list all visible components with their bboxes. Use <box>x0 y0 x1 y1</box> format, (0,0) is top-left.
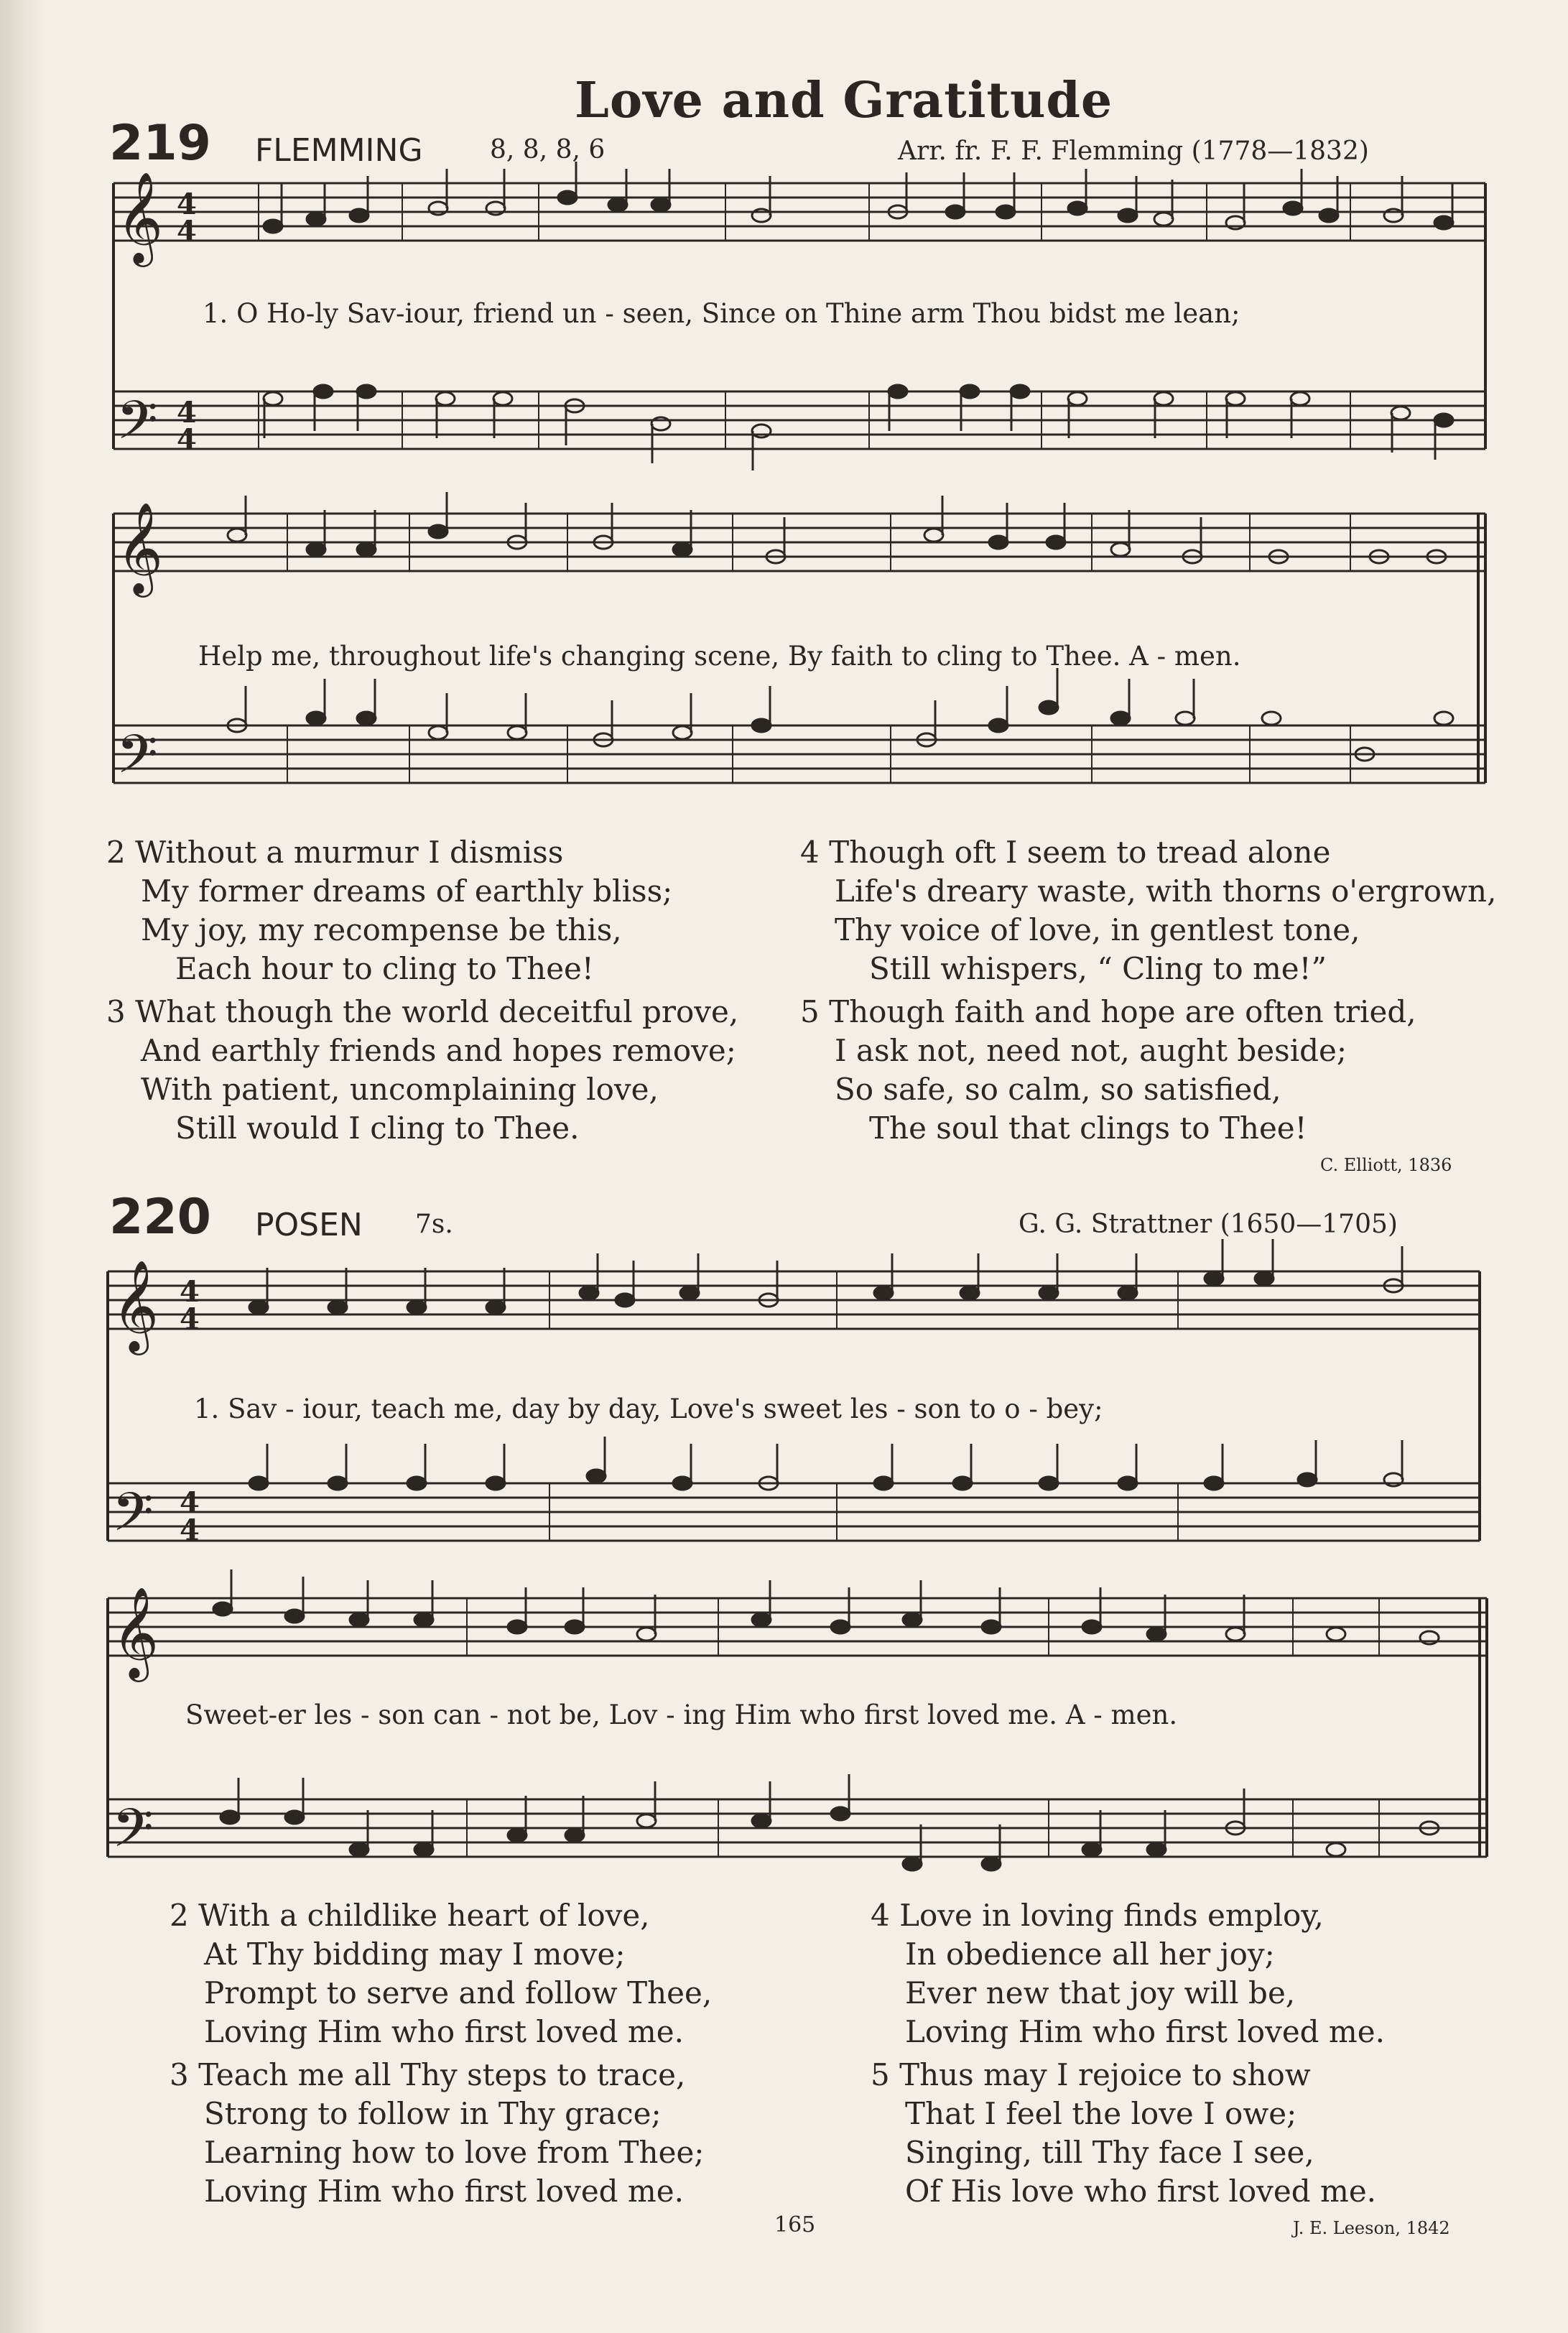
svg-text:4: 4 <box>177 187 197 221</box>
verse-line: Still would I cling to Thee. <box>175 1110 580 1146</box>
svg-text:𝄞: 𝄞 <box>116 501 164 593</box>
svg-text:4: 4 <box>180 1486 200 1520</box>
verse-line: Each hour to cling to Thee! <box>175 951 594 986</box>
hymn-number: 220 <box>109 1189 211 1246</box>
composer-credit: Arr. fr. F. F. Flemming (1778—1832) <box>898 136 1369 166</box>
svg-text:𝄢: 𝄢 <box>112 1481 154 1557</box>
svg-text:𝄞: 𝄞 <box>112 1259 159 1351</box>
verse-line: So safe, so calm, so satisfied, <box>835 1072 1281 1107</box>
verse-line: My former dreams of earthly bliss; <box>141 873 673 909</box>
verse-line: Ever new that joy will be, <box>905 1975 1296 2010</box>
svg-text:4: 4 <box>177 215 197 249</box>
svg-text:𝄢: 𝄢 <box>112 1797 154 1873</box>
verse-line: Learning how to love from Thee; <box>204 2135 705 2170</box>
verse-line: Strong to follow in Thy grace; <box>204 2096 662 2131</box>
verse-line: 3 What though the world deceitful prove, <box>106 994 739 1029</box>
verse-line: Loving Him who first loved me. <box>204 2014 684 2049</box>
lyric-line-2: Sweet-er les - son can - not be, Lov - ing Him who first loved me. A - men. <box>185 1699 1178 1730</box>
meter: 8, 8, 8, 6 <box>490 135 606 164</box>
verse-line: In obedience all her joy; <box>905 1937 1275 1972</box>
verse-line: 4 Love in loving finds employ, <box>871 1898 1324 1933</box>
lyric-line-1: 1. Sav - iour, teach me, day by day, Love's sweet les - son to o - bey; <box>194 1393 1103 1424</box>
section-title: Love and Gratitude <box>575 72 1113 129</box>
verse <box>170 2056 712 2211</box>
verse-line: That I feel the love I owe; <box>905 2096 1297 2131</box>
verse-line: 2 Without a murmur I dismiss <box>106 835 564 870</box>
verse-line: Still whispers, “ Cling to me!” <box>869 951 1327 986</box>
verse-line: 5 Thus may I rejoice to show <box>871 2057 1311 2092</box>
verses-right <box>871 1896 1385 2211</box>
verse-line: 5 Though faith and hope are often tried, <box>800 994 1416 1029</box>
svg-text:4: 4 <box>177 423 197 457</box>
verse-line: With patient, uncomplaining love, <box>141 1072 659 1107</box>
author-credit: J. E. Leeson, 1842 <box>1293 2218 1450 2238</box>
page-number: 165 <box>774 2212 816 2237</box>
svg-text:4: 4 <box>180 1302 200 1336</box>
verse-line: Of His love who first loved me. <box>905 2174 1377 2209</box>
hymn-number: 219 <box>109 115 211 172</box>
verse <box>871 1896 1385 2051</box>
verse-line: At Thy bidding may I move; <box>204 1937 626 1972</box>
meter: 7s. <box>415 1210 453 1239</box>
svg-text:𝄢: 𝄢 <box>116 389 158 465</box>
verse-line: 2 With a childlike heart of love, <box>170 1898 650 1933</box>
verse-line: Life's dreary waste, with thorns o'ergrown, <box>835 873 1497 909</box>
svg-text:4: 4 <box>177 396 197 430</box>
verse <box>170 1896 712 2051</box>
composer-credit: G. G. Strattner (1650—1705) <box>1019 1210 1398 1239</box>
svg-text:𝄞: 𝄞 <box>112 1586 159 1678</box>
lyric-line-1: 1. O Ho-ly Sav-iour, friend un - seen, Since on Thine arm Thou bidst me lean; <box>203 298 1240 329</box>
verse-line: Thy voice of love, in gentlest tone, <box>835 912 1360 947</box>
tune-name: FLEMMING <box>255 132 423 169</box>
verse-line: 4 Though oft I seem to tread alone <box>800 835 1331 870</box>
svg-text:4: 4 <box>180 1513 200 1547</box>
verse-line: And earthly friends and hopes remove; <box>141 1033 736 1068</box>
svg-text:4: 4 <box>180 1275 200 1309</box>
lyric-line-2: Help me, throughout life's changing scene, By faith to cling to Thee. A - men. <box>198 641 1241 672</box>
svg-text:𝄞: 𝄞 <box>116 171 164 263</box>
svg-text:𝄢: 𝄢 <box>116 723 158 799</box>
verse-line: Loving Him who first loved me. <box>204 2174 684 2209</box>
verse <box>871 2056 1385 2211</box>
verse-line: Singing, till Thy face I see, <box>905 2135 1314 2170</box>
tune-name: POSEN <box>255 1207 363 1243</box>
verses-left <box>170 1896 712 2211</box>
verse-line: 3 Teach me all Thy steps to trace, <box>170 2057 686 2092</box>
verse-line: Loving Him who first loved me. <box>905 2014 1385 2049</box>
author-credit: C. Elliott, 1836 <box>1320 1155 1452 1175</box>
verse-line: The soul that clings to Thee! <box>869 1110 1307 1146</box>
verse-line: I ask not, need not, aught beside; <box>835 1033 1347 1068</box>
verse-line: Prompt to serve and follow Thee, <box>204 1975 713 2010</box>
verse-line: My joy, my recompense be this, <box>141 912 622 947</box>
